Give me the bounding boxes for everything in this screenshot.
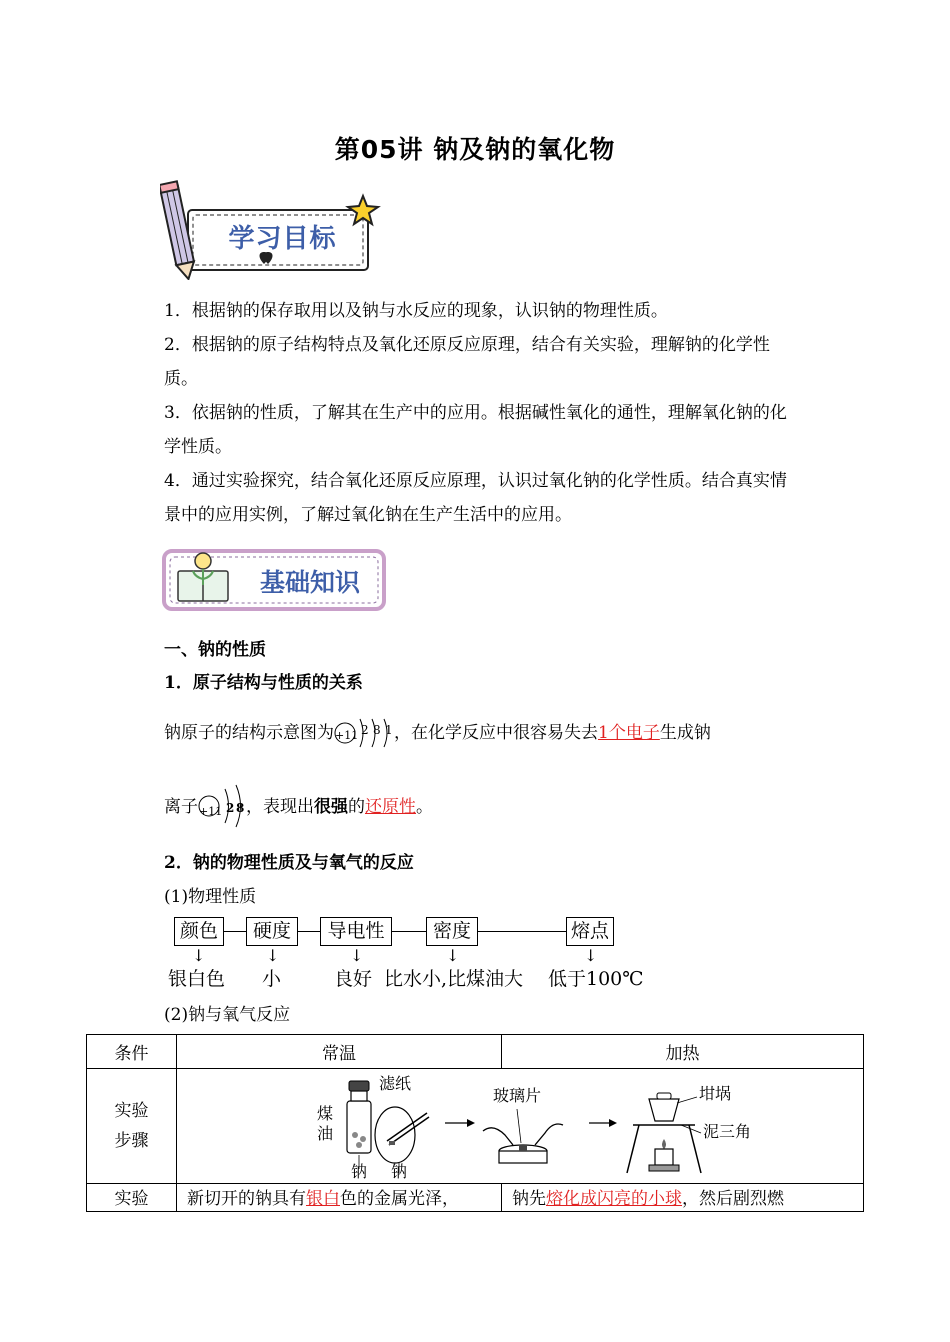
label-sodium-2: 钠 (391, 1162, 408, 1181)
down-arrow-icon: ↓ (446, 946, 460, 965)
row-phenomenon-label: 实验 (87, 1184, 177, 1212)
reaction-table (86, 1034, 864, 1212)
na-ion-shell-1: 2 (226, 800, 235, 815)
subsection-1-heading: 1．原子结构与性质的关系 (164, 673, 363, 693)
property-melting-value: 低于100℃ (548, 968, 644, 990)
property-connector (222, 931, 246, 932)
na-atom-shell-1: 2 (361, 722, 369, 737)
ion-line-middle: ，表现出 (246, 797, 314, 817)
property-conductivity-value: 良好 (334, 968, 373, 990)
property-conductivity-box: 导电性 (320, 917, 392, 946)
physical-properties-heading: (1)物理性质 (164, 887, 257, 907)
row-steps-label: 实验 步骤 (87, 1069, 177, 1184)
goal-2: 2．根据钠的原子结构特点及氧化还原反应原理，结合有关实验，理解钠的化学性质。 (164, 335, 770, 389)
property-hardness-box: 硬度 (246, 917, 298, 946)
label-crucible: 坩埚 (699, 1084, 732, 1103)
one-electron-answer: 1个电子 (598, 723, 660, 743)
basics-banner (160, 545, 390, 615)
ion-line-end: 。 (416, 797, 433, 817)
label-kerosene-1: 煤 (317, 1104, 334, 1123)
down-arrow-icon: ↓ (350, 946, 364, 965)
property-color-value: 银白色 (168, 968, 226, 990)
atom-structure-line (164, 716, 804, 750)
na-atom-shell-2: 8 (373, 722, 381, 737)
atom-line-suffix: 生成钠 (659, 723, 711, 743)
na-atom-nucleus: +11 (335, 728, 359, 742)
oxygen-reaction-heading: (2)钠与氧气反应 (164, 1005, 291, 1025)
na-ion-nucleus: +11 (199, 804, 223, 818)
na-atom-diagram (334, 719, 394, 749)
ion-line-of: 的 (348, 797, 365, 817)
na-ion-diagram (198, 793, 246, 823)
heating-phenomenon: 钠先熔化成闪亮的小球，然后剧烈燃 (502, 1184, 864, 1212)
na-ion-shell-2: 8 (236, 800, 245, 815)
header-heating: 加热 (502, 1035, 864, 1069)
basics-banner-label: 基础知识 (259, 568, 360, 597)
label-clay-triangle: 泥三角 (703, 1122, 752, 1141)
melt-ball-answer: 熔化成闪亮的小球 (546, 1189, 682, 1209)
header-condition: 条件 (87, 1035, 177, 1069)
goal-3: 3．依据钠的性质，了解其在生产中的应用。根据碱性氧化的通性，理解氧化钠的化学性质。 (164, 403, 787, 457)
experiment-diagram-cell (177, 1069, 864, 1184)
label-sodium-1: 钠 (351, 1162, 368, 1181)
goals-banner-label: 学习目标 (228, 224, 337, 254)
ion-structure-line (164, 790, 804, 824)
label-kerosene-2: 油 (317, 1124, 334, 1143)
experiment-diagram (177, 1069, 863, 1183)
room-temp-phenomenon: 新切开的钠具有银白色的金属光泽， (177, 1184, 502, 1212)
atom-line-prefix: 钠原子的结构示意图为 (164, 723, 334, 743)
property-connector (476, 931, 566, 932)
reducibility-answer: 还原性 (365, 797, 416, 817)
atom-line-middle: ，在化学反应中很容易失去 (394, 723, 598, 743)
strong-text: 很强 (314, 797, 348, 817)
down-arrow-icon: ↓ (584, 946, 598, 965)
silver-white-answer: 银白 (306, 1189, 340, 1209)
section-1-heading: 一、钠的性质 (164, 640, 266, 660)
property-density-value: 比水小,比煤油大 (384, 968, 524, 990)
page-title: 第05讲 钠及钠的氧化物 (334, 135, 616, 164)
property-connector (296, 931, 320, 932)
ion-line-prefix: 离子 (164, 797, 198, 817)
property-color-box: 颜色 (174, 917, 224, 946)
na-atom-shell-3: 1 (385, 722, 393, 737)
goals-banner (160, 180, 385, 280)
down-arrow-icon: ↓ (192, 946, 206, 965)
property-hardness-value: 小 (262, 968, 282, 990)
subsection-2-heading: 2．钠的物理性质及与氧气的反应 (164, 853, 414, 873)
property-density-box: 密度 (426, 917, 478, 946)
header-room-temp: 常温 (177, 1035, 502, 1069)
goal-4: 4．通过实验探究，结合氧化还原反应原理，认识过氧化钠的化学性质。结合真实情景中的应用实例，了解过氧化钠在生产生活中的应用。 (164, 471, 787, 525)
label-glass: 玻璃片 (493, 1086, 542, 1105)
property-connector (390, 931, 426, 932)
label-filter-paper: 滤纸 (379, 1074, 412, 1093)
property-melting-box: 熔点 (566, 917, 614, 946)
down-arrow-icon: ↓ (266, 946, 280, 965)
goal-1: 1．根据钠的保存取用以及钠与水反应的现象，认识钠的物理性质。 (164, 301, 668, 321)
